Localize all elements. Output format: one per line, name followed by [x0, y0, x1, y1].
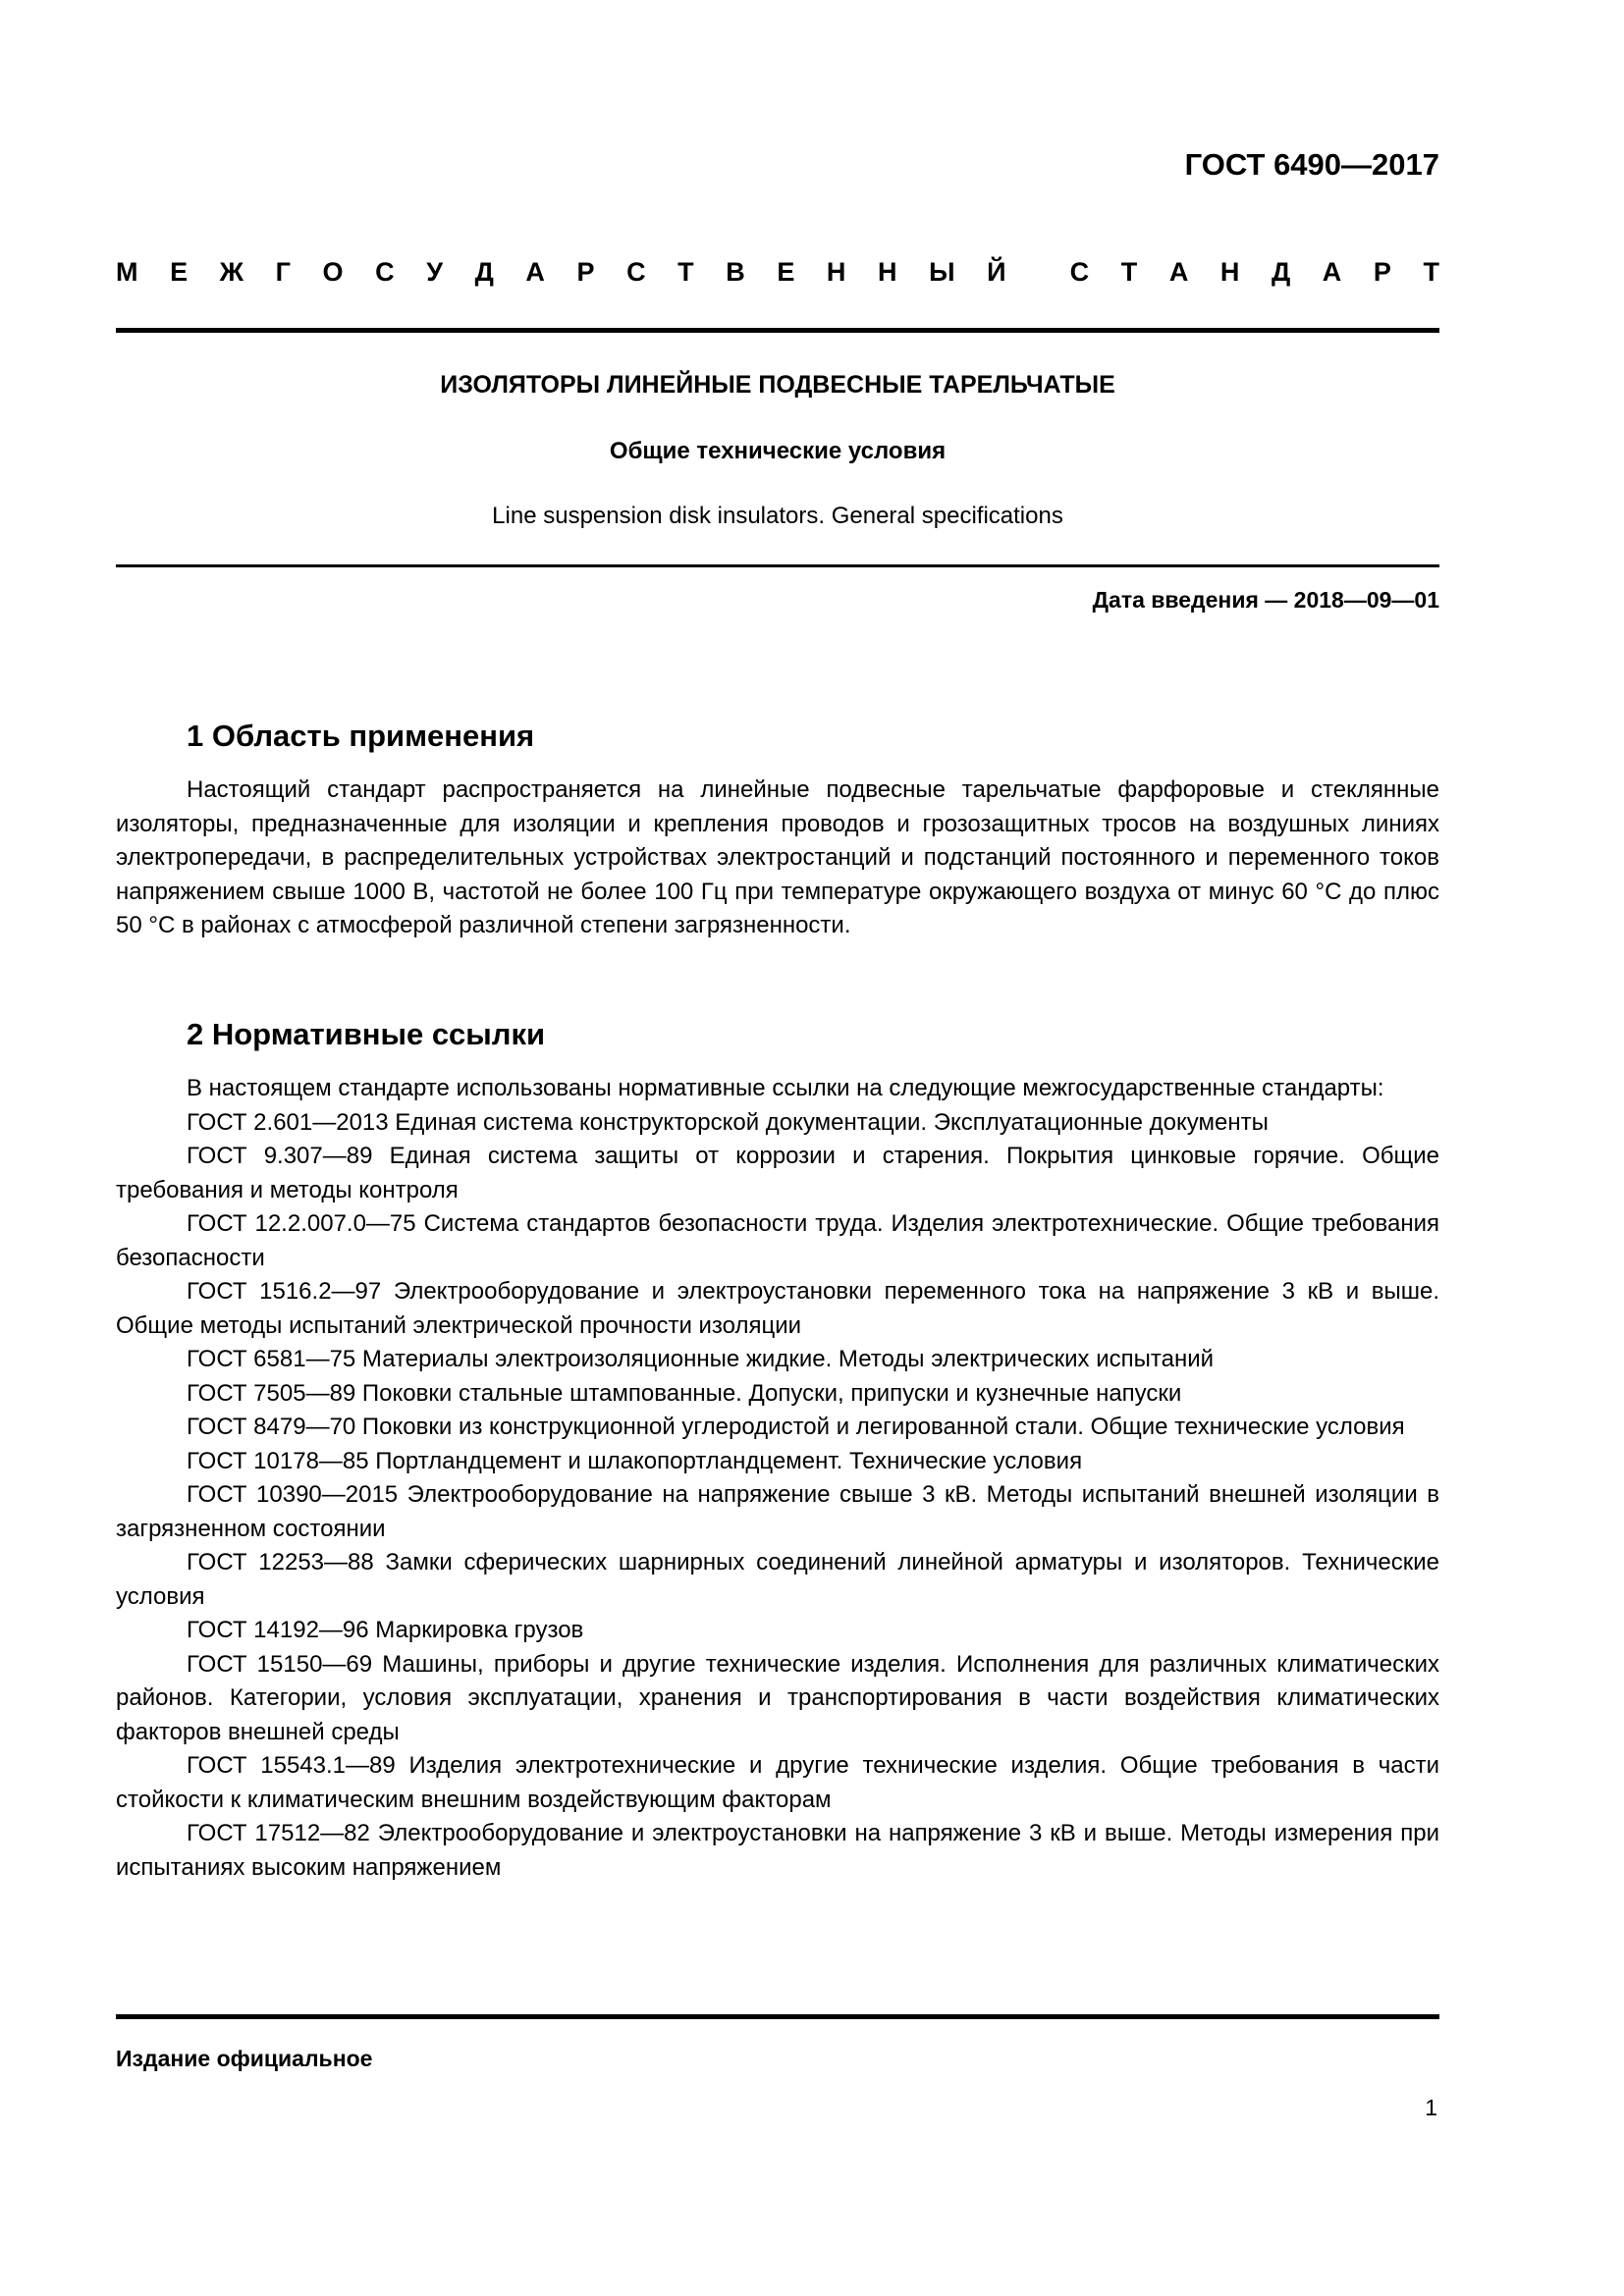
reference-item: ГОСТ 1516.2—97 Электрооборудование и электроустановки переменного тока на напряжение 3 кВ и выше. Общие методы испытаний электрической прочности изоляции: [116, 1278, 1439, 1339]
document-code: ГОСТ 6490—2017: [1184, 147, 1439, 182]
section-heading-references: 2 Нормативные ссылки: [187, 1017, 546, 1051]
standard-kind-letter: Ы: [929, 257, 955, 287]
reference-item: ГОСТ 8479—70 Поковки из конструкционной углеродистой и легированной стали. Общие технические условия: [187, 1414, 1405, 1440]
standard-kind-letter: Т: [677, 257, 694, 287]
page-number: 1: [1425, 2095, 1437, 2120]
reference-item: ГОСТ 15543.1—89 Изделия электротехнические и другие технические изделия. Общие требования в части стойкости к климатическим внешним воздействующим факторам: [116, 1752, 1439, 1813]
paragraph: Настоящий стандарт распространяется на линейные подвесные тарельчатые фарфоровые и стеклянные изоляторы, предназначенные для изоляции и крепления проводов и грозозащитных тросов на воздушных линиях электропередачи, в распределительных устройствах электростанций и подстанций постоянного и переменного токов напряжением свыше 1000 В, частотой не более 100 Гц при температуре окружающего воздуха от минус 60 °С до плюс 50 °С в районах с атмосферой различной степени загрязненности.: [116, 776, 1439, 938]
standard-kind-letter: У: [426, 257, 444, 287]
reference-item: ГОСТ 7505—89 Поковки стальные штампованные. Допуски, припуски и кузнечные напуски: [187, 1379, 1182, 1407]
standard-kind-letter: Н: [826, 257, 846, 287]
section-heading-scope: 1 Область применения: [187, 719, 535, 753]
standard-kind-letter: Ж: [219, 257, 244, 287]
document-title: ИЗОЛЯТОРЫ ЛИНЕЙНЫЕ ПОДВЕСНЫЕ ТАРЕЛЬЧАТЫЕ: [440, 371, 1115, 399]
reference-item: ГОСТ 2.601—2013 Единая система конструкторской документации. Эксплуатационные документы: [187, 1108, 1269, 1136]
reference-item: ГОСТ 15150—69 Машины, приборы и другие технические изделия. Исполнения для различных климатических районов. Категории, условия эксплуатации, хранения и транспортирования в части воздействия климатических факторов внешней среды: [116, 1650, 1439, 1745]
standard-kind-letter: Р: [576, 257, 595, 287]
standard-kind-letter: С: [375, 257, 395, 287]
section-body-references: [116, 1072, 1439, 1885]
reference-item: ГОСТ 10178—85 Портландцемент и шлакопортландцемент. Технические условия: [187, 1447, 1083, 1474]
reference-item: ГОСТ 17512—82 Электрооборудование и электроустановки на напряжение 3 кВ и выше. Методы измерения при испытаниях высоким напряжением: [116, 1820, 1439, 1881]
standard-kind-letter: С: [626, 257, 646, 287]
standard-kind-letter: Р: [1373, 257, 1391, 287]
header-divider: [116, 328, 1439, 333]
standard-kind-letter: Й: [987, 257, 1006, 287]
reference-item: ГОСТ 12253—88 Замки сферических шарнирных соединений линейной арматуры и изоляторов. Технические условия: [116, 1549, 1439, 1610]
standard-kind-letter: Т: [1120, 257, 1138, 287]
standard-kind-letter: Г: [275, 257, 291, 287]
standard-kind-letter: А: [525, 257, 545, 287]
standard-kind-letter: М: [116, 257, 138, 287]
standard-kind-letter: Н: [878, 257, 897, 287]
title-divider: [116, 564, 1439, 567]
section-body-scope: [116, 774, 1439, 943]
document-subtitle: Общие технические условия: [609, 438, 947, 464]
official-edition-label: Издание официальное: [116, 2046, 373, 2071]
standard-kind-letter: Т: [1423, 257, 1439, 287]
reference-item: ГОСТ 12.2.007.0—75 Система стандартов безопасности труда. Изделия электротехнические. Общие требования безопасности: [116, 1210, 1439, 1271]
standard-kind-letter: С: [1069, 257, 1090, 287]
document-title-english: Line suspension disk insulators. General specifications: [492, 503, 1063, 529]
standard-kind: [116, 257, 1439, 288]
standard-kind-letter: А: [1322, 257, 1342, 287]
paragraph: В настоящем стандарте использованы нормативные ссылки на следующие межгосударственные стандарты:: [187, 1075, 1384, 1101]
standard-kind-letter: Е: [170, 257, 189, 287]
standard-kind-letter: Е: [777, 257, 795, 287]
reference-item: ГОСТ 10390—2015 Электрооборудование на напряжение свыше 3 кВ. Методы испытаний внешней изоляции в загрязненном состоянии: [116, 1481, 1439, 1542]
standard-kind-letter: Н: [1219, 257, 1240, 287]
footer-divider: [116, 2014, 1439, 2019]
standard-kind-letter: В: [726, 257, 745, 287]
reference-item: ГОСТ 9.307—89 Единая система защиты от коррозии и старения. Покрытия цинковые горячие. Общие требования и методы контроля: [116, 1143, 1439, 1203]
introduction-date: Дата введения — 2018—09—01: [1092, 587, 1439, 613]
reference-item: ГОСТ 6581—75 Материалы электроизоляционные жидкие. Методы электрических испытаний: [187, 1346, 1215, 1372]
standard-kind-letter: А: [1168, 257, 1189, 287]
reference-item: ГОСТ 14192—96 Маркировка грузов: [187, 1617, 584, 1643]
standard-kind-letter: О: [322, 257, 344, 287]
standard-kind-letter: Д: [1271, 257, 1291, 287]
standard-kind-letter: Д: [474, 257, 494, 287]
